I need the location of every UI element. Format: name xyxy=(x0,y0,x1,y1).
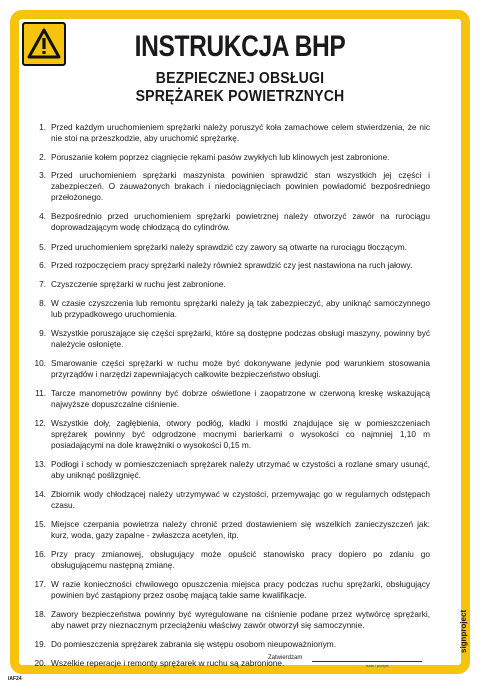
rule-number: 3. xyxy=(39,170,46,180)
rule-number: 18. xyxy=(34,609,46,619)
signature-caption: data i podpis xyxy=(366,663,389,668)
rule-text: Wszelkie reperacje i remonty sprężarek w ruchu są zabronione. xyxy=(51,658,285,668)
rule-text: Miejsce czerpania powietrza należy chronić przed dostawieniem się wszelkich zanieczyszczeń jak: kurz, woda, gazy zapalne - zwłaszcza acetylen, itp. xyxy=(51,519,430,540)
rule-text: W czasie czyszczenia lub remontu sprężarki należy ją tak zabezpieczyć, aby uniknąć samoczynnego lub przypadkowego uruchomienia. xyxy=(51,298,430,319)
rule-item xyxy=(30,519,430,541)
rule-number: 7. xyxy=(39,279,46,289)
rule-text: Zbiornik wody chłodzącej należy utrzymywać w czystości, przemywając go w regularnych odstępach czasu. xyxy=(51,489,430,510)
rule-text: Poruszanie kołem poprzez ciągnięcie rękami pasów zwykłych lub klinowych jest zabronione. xyxy=(51,152,390,162)
subtitle-line-1: BEZPIECZNEJ OBSŁUGI xyxy=(155,70,325,87)
rule-item xyxy=(30,328,430,350)
rule-number: 2. xyxy=(39,152,46,162)
rule-number: 9. xyxy=(39,328,46,338)
rule-item xyxy=(30,418,430,451)
rule-item xyxy=(30,279,430,290)
rule-number: 8. xyxy=(39,298,46,308)
rule-item xyxy=(30,122,430,144)
rule-item xyxy=(30,489,430,511)
rule-number: 1. xyxy=(39,122,46,132)
rule-item xyxy=(30,260,430,271)
rule-number: 20. xyxy=(34,658,46,668)
rule-item xyxy=(30,639,430,650)
rule-number: 13. xyxy=(34,459,46,469)
rule-item xyxy=(30,242,430,253)
rule-text: Tarcze manometrów powinny być dobrze oświetlone i zaopatrzone w czerwoną kreskę wskazującą najwyższe dopuszczalne ciśnienie. xyxy=(51,388,430,409)
rule-number: 17. xyxy=(34,579,46,589)
rule-text: Zawory bezpieczeństwa powinny być wyregulowane na ciśnienie podane przez wytwórcę sprężarki, aby nawet przy nieznacznym przeciążeniu właściwy zawór otworzył się samoczynnie. xyxy=(51,609,430,630)
rule-text: Podłogi i schody w pomieszczeniach sprężarek należy utrzymać w czystości a rozlane smary usunąć, aby uniknąć poślizgnięć. xyxy=(51,459,430,480)
rule-text: Przed uruchomieniem sprężarki należy sprawdzić czy zawory są otwarte na rurociągu tłoczącym. xyxy=(51,242,407,252)
page-title: INSTRUKCJA BHP xyxy=(134,30,346,63)
rule-item xyxy=(30,388,430,410)
rule-text: Bezpośrednio przed uruchomieniem sprężarki powietrznej należy otworzyć zawór na rurociągu doprowadzającym wodę chłodzącą do cylindrów. xyxy=(51,211,430,232)
sign-code: IAF24 xyxy=(8,676,22,682)
rule-item xyxy=(30,358,430,380)
rule-text: Wszystkie poruszające się części sprężarki, które są dostępne podczas obsługi maszyny, powinny być należycie osłonięte. xyxy=(51,328,430,349)
subtitle-line-2: SPRĘŻAREK POWIETRZNYCH xyxy=(135,88,345,105)
rule-text: Przed rozpoczęciem pracy sprężarki należy również sprawdzić czy jest nastawiona na ruch jałowy. xyxy=(51,260,413,270)
rules-list xyxy=(30,122,430,669)
rule-item xyxy=(30,609,430,631)
rule-text: Przed uruchomieniem sprężarki maszynista powinien sprawdzić stan wszystkich jej części i zabezpieczeń. O zauważonych brakach i niedociągnięciach powinien powiadomić bezpośredniego przełożonego. xyxy=(51,170,430,202)
rule-number: 4. xyxy=(39,211,46,221)
rule-item xyxy=(30,298,430,320)
rule-item xyxy=(30,579,430,601)
rule-number: 12. xyxy=(34,418,46,428)
rule-number: 15. xyxy=(34,519,46,529)
rule-text: Smarowanie części sprężarki w ruchu może być dokonywane jedynie pod warunkiem stosowania przyrządów i narzędzi zapewniających całkowite bezpieczeństwo obsługi. xyxy=(51,358,430,379)
rule-number: 19. xyxy=(34,639,46,649)
rule-number: 10. xyxy=(34,358,46,368)
rule-item xyxy=(30,170,430,203)
signature-line xyxy=(312,661,422,662)
rule-number: 14. xyxy=(34,489,46,499)
rule-item xyxy=(30,459,430,481)
rule-text: Przy pracy zmianowej, obsługujący może opuścić stanowisko pracy dopiero po zdaniu go obsługującemu następną zmianę. xyxy=(51,549,430,570)
rule-number: 16. xyxy=(34,549,46,559)
brand-logo: signproject xyxy=(459,609,468,653)
rule-item xyxy=(30,211,430,233)
rule-text: Przed każdym uruchomieniem sprężarki należy poruszyć koła zamachowe celem stwierdzenia, że nic nie stoi na przeszkodzie, aby uruchomić sprężarkę. xyxy=(51,122,430,143)
rule-item xyxy=(30,549,430,571)
rule-number: 6. xyxy=(39,260,46,270)
rule-number: 11. xyxy=(35,388,46,398)
rule-text: Wszystkie doły, zagłębienia, otwory podłóg, kładki i mostki znajdujące się w pomieszczeniach sprężarek powinny być odgrodzone mocnymi barierkami o wysokości co najmniej 1,10 m posiadającymi na dole krawężniki o wysokości 0,15 m. xyxy=(51,418,430,450)
rule-text: W razie konieczności chwilowego opuszczenia miejsca pracy podczas ruchu sprężarki, obsługujący powinien być zastąpiony przez osobę mającą takie same kwalifikacje. xyxy=(51,579,430,600)
rule-number: 5. xyxy=(39,242,46,252)
rule-item xyxy=(30,152,430,163)
signature-label: Zatwierdzam xyxy=(268,655,303,661)
rule-text: Do pomieszczenia sprężarek zabrania się wstępu osobom nieupoważnionym. xyxy=(51,639,337,649)
rule-text: Czyszczenie sprężarki w ruchu jest zabronione. xyxy=(51,279,226,289)
